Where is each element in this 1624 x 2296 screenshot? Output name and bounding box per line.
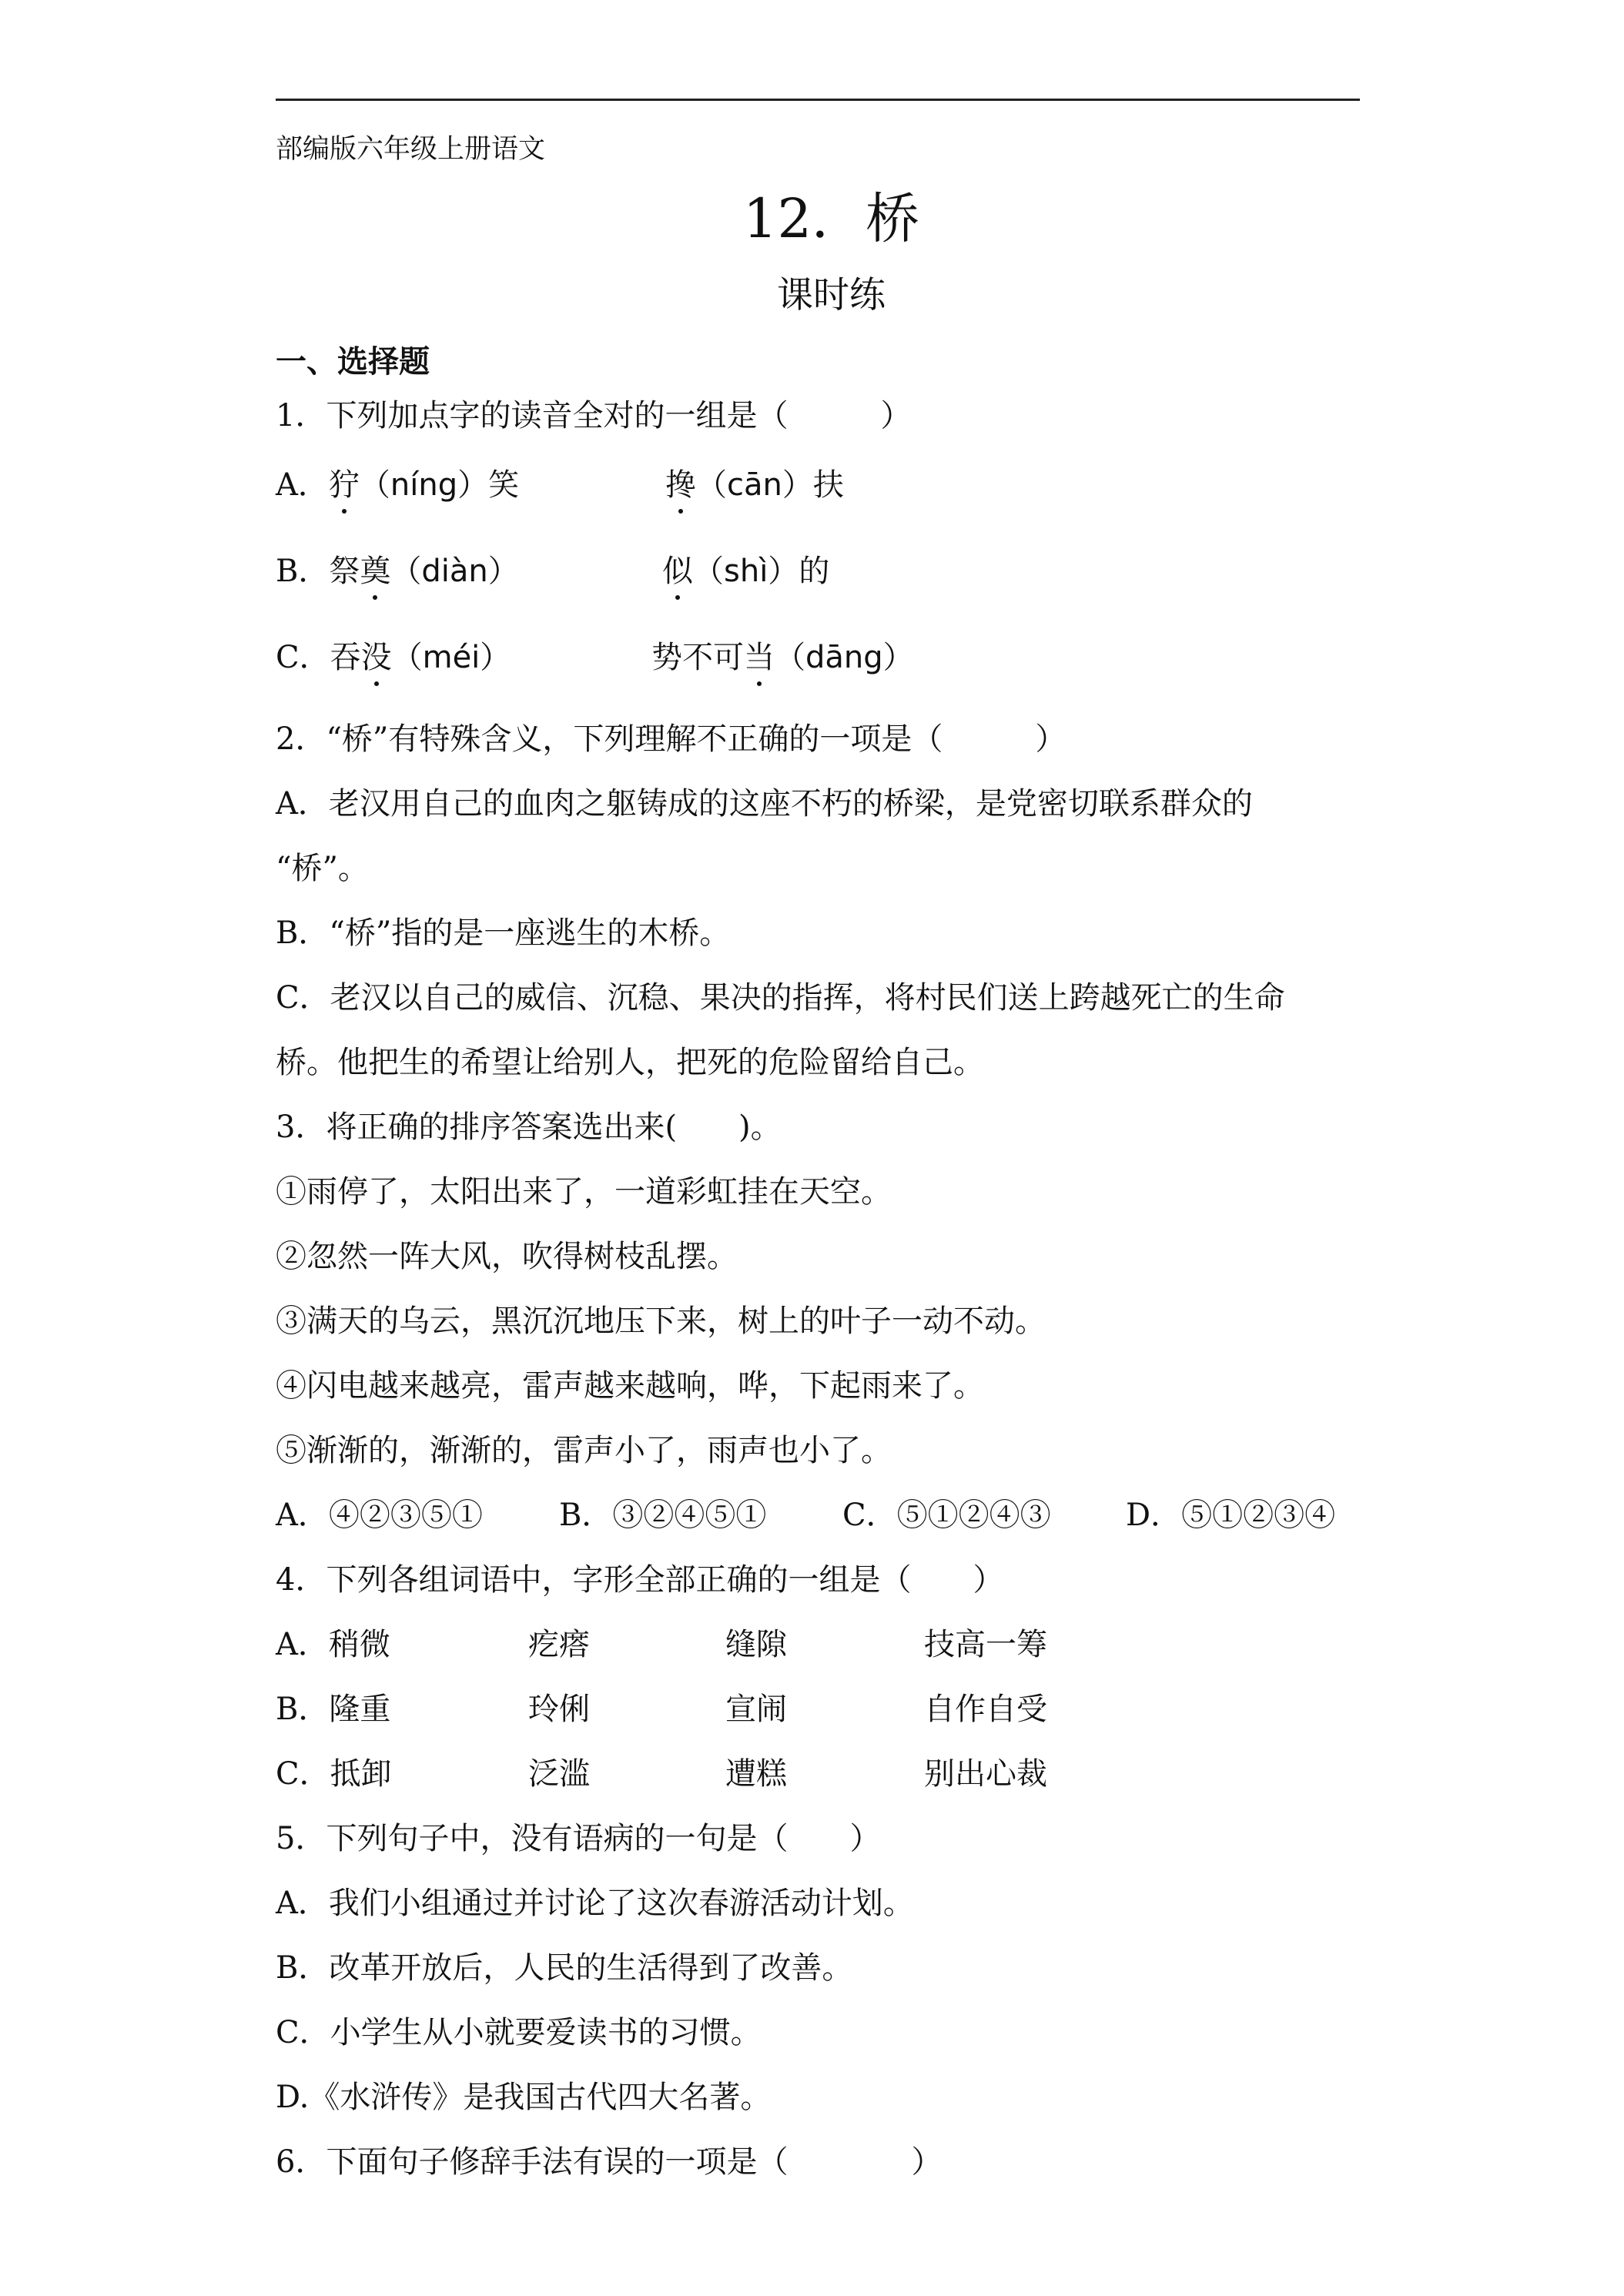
q2-option-a-line2: “桥”。 <box>276 851 369 886</box>
header-rule <box>276 99 1360 101</box>
q4-c-word1: C．抵卸 <box>276 1756 392 1792</box>
q3-sentence-1: ①雨停了，太阳出来了，一道彩虹挂在天空。 <box>276 1174 892 1210</box>
q6-stem: 6．下面句子修辞手法有误的一项是（ ） <box>276 2144 943 2180</box>
q3-option-b: B．③②④⑤① <box>559 1498 767 1533</box>
q4-b-word4: 自作自受 <box>924 1692 1047 1727</box>
q3-sentence-3: ③满天的乌云，黑沉沉地压下来，树上的叶子一动不动。 <box>276 1304 1046 1339</box>
q1-option-a: A．狞（níng）笑 <box>276 460 519 504</box>
q3-sentence-4: ④闪电越来越亮，雷声越来越响，哗，下起雨来了。 <box>276 1368 984 1404</box>
q1-option-b: B．祭奠（diàn） <box>276 547 519 591</box>
q3-stem: 3．将正确的排序答案选出来( )。 <box>276 1110 782 1145</box>
q5-option-d: D.《水浒传》是我国古代四大名著。 <box>276 2080 772 2115</box>
q3-sentence-2: ②忽然一阵大风，吹得树枝乱摆。 <box>276 1239 738 1274</box>
q5-stem: 5．下列句子中，没有语病的一句是（ ） <box>276 1821 881 1856</box>
q2-option-b: B．“桥”指的是一座逃生的木桥。 <box>276 915 731 951</box>
q5-option-c: C．小学生从小就要爱读书的习惯。 <box>276 2015 762 2050</box>
q1-option-c-word2: 势不可当（dāng） <box>651 633 914 677</box>
q3-option-d: D．⑤①②③④ <box>1126 1498 1336 1533</box>
q2-stem: 2．“桥”有特殊含义，下列理解不正确的一项是（ ） <box>276 721 1066 757</box>
q4-a-word2: 疙瘩 <box>528 1627 590 1662</box>
q4-a-word3: 缝隙 <box>725 1627 787 1662</box>
book-header: 部编版六年级上册语文 <box>276 134 546 165</box>
q4-c-word3: 遭糕 <box>725 1756 787 1792</box>
q4-a-word4: 技高一筹 <box>924 1627 1047 1662</box>
q2-option-c-line2: 桥。他把生的希望让给别人，把死的危险留给自己。 <box>276 1045 984 1080</box>
q2-option-c-line1: C．老汉以自己的威信、沉稳、果决的指挥，将村民们送上跨越死亡的生命 <box>276 980 1285 1016</box>
q3-sentence-5: ⑤渐渐的，渐渐的，雷声小了，雨声也小了。 <box>276 1433 892 1468</box>
q5-option-b: B．改革开放后，人民的生活得到了改善。 <box>276 1950 853 1986</box>
q1-option-a-word2: 搀（cān）扶 <box>665 460 844 504</box>
q2-option-a-line1: A．老汉用自己的血肉之躯铸成的这座不朽的桥梁，是党密切联系群众的 <box>276 786 1253 822</box>
q4-c-word2: 泛滥 <box>528 1756 590 1792</box>
q4-b-word2: 玲俐 <box>528 1692 590 1727</box>
q1-stem: 1．下列加点字的读音全对的一组是（ ） <box>276 398 912 433</box>
lesson-subtitle: 课时练 <box>777 274 886 316</box>
q5-option-a: A．我们小组通过并讨论了这次春游活动计划。 <box>276 1886 914 1921</box>
section-heading: 一、选择题 <box>276 344 430 380</box>
q4-stem: 4．下列各组词语中，字形全部正确的一组是（ ） <box>276 1562 1004 1598</box>
q4-b-word3: 宣闹 <box>725 1692 787 1727</box>
q3-option-a: A．④②③⑤① <box>276 1498 483 1533</box>
q4-c-word4: 别出心裁 <box>924 1756 1047 1792</box>
q4-a-word1: A．稍微 <box>276 1627 390 1662</box>
q1-option-b-word2: 似（shì）的 <box>662 547 829 591</box>
q4-b-word1: B．隆重 <box>276 1692 391 1727</box>
lesson-title: 12．桥 <box>742 187 920 250</box>
q1-option-c: C．吞没（méi） <box>276 633 511 677</box>
q3-option-c: C．⑤①②④③ <box>842 1498 1051 1533</box>
